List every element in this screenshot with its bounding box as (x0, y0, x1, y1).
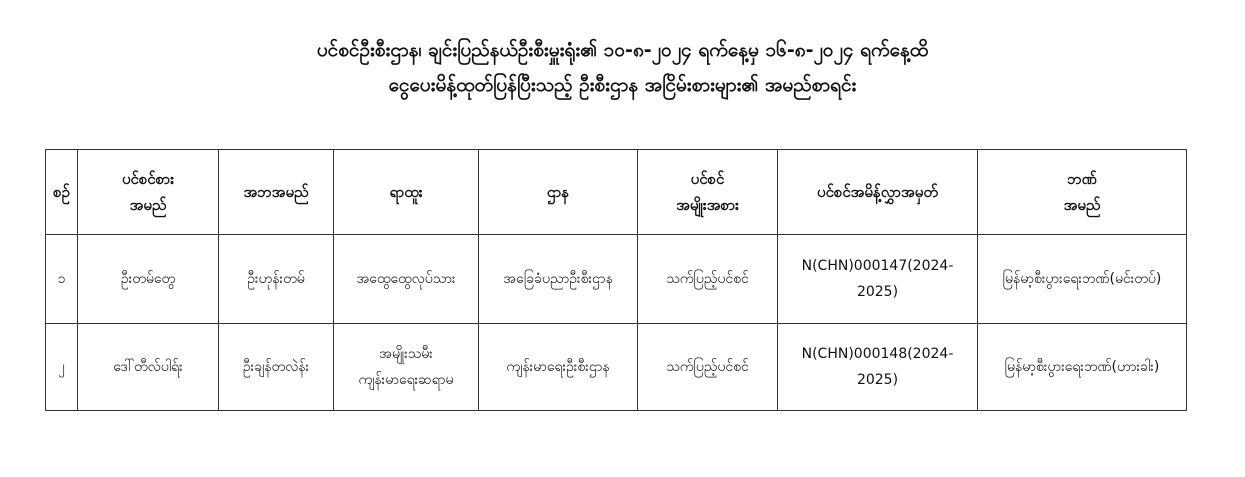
cell-father-name: ဦးချန်တလဲန်း (219, 324, 334, 411)
cell-pension-order-no: N(CHN)000147(2024-2025) (778, 235, 978, 324)
cell-position: အထွေထွေလုပ်သား (334, 235, 479, 324)
cell-department: ကျန်းမာရေးဦးစီးဌာန (479, 324, 638, 411)
cell-serial-no: ၁ (46, 235, 78, 324)
page-title: ပင်စင်ဦးစီးဌာန၊ ချင်းပြည်နယ်ဦးစီးမှူးရုံး၏ ၁၀-၈-၂၀၂၄ ရက်နေ့မှ ၁၆-၈-၂၀၂၄ ရက်နေ့ထိ (316, 39, 929, 61)
header-pension-type: ပင်စင် အမျိုးအစား (638, 150, 778, 235)
cell-pension-type: သက်ပြည့်ပင်စင် (638, 235, 778, 324)
header-pension-order-no: ပင်စင်အမိန့်လွှာအမှတ် (778, 150, 978, 235)
cell-department: အခြေခံပညာဦးစီးဌာန (479, 235, 638, 324)
header-bank-name: ဘဏ် အမည် (978, 150, 1187, 235)
table-row (46, 324, 1187, 411)
page-subtitle: ငွေပေးမိန့်ထုတ်ပြန်ပြီးသည့် ဦးစီးဌာန အငြိမ်းစားများ၏ အမည်စာရင်း (388, 74, 857, 96)
cell-pension-order-no: N(CHN)000148(2024-2025) (778, 324, 978, 411)
header-father-name: အဘအမည် (219, 150, 334, 235)
cell-pension-type: သက်ပြည့်ပင်စင် (638, 324, 778, 411)
pensioner-table (45, 149, 1187, 411)
cell-position: အမျိုးသမီး ကျန်းမာရေးဆရာမ (334, 324, 479, 411)
header-position: ရာထူး (334, 150, 479, 235)
cell-pensioner-name: ဦးတမ်တွေ (78, 235, 219, 324)
header-serial-no: စဉ် (46, 150, 78, 235)
header-pensioner-name: ပင်စင်စား အမည် (78, 150, 219, 235)
header-department: ဌာန (479, 150, 638, 235)
table-row (46, 235, 1187, 324)
cell-pensioner-name: ဒေါ်တီလ်ပါရ်း (78, 324, 219, 411)
cell-bank-name: မြန်မာ့စီးပွားရေးဘဏ်(မင်းတပ်) (978, 235, 1187, 324)
cell-serial-no: ၂ (46, 324, 78, 411)
cell-bank-name: မြန်မာ့စီးပွားရေးဘဏ်(ဟားခါး) (978, 324, 1187, 411)
table-header-row (46, 150, 1187, 235)
cell-father-name: ဦးဟုန်းတမ် (219, 235, 334, 324)
